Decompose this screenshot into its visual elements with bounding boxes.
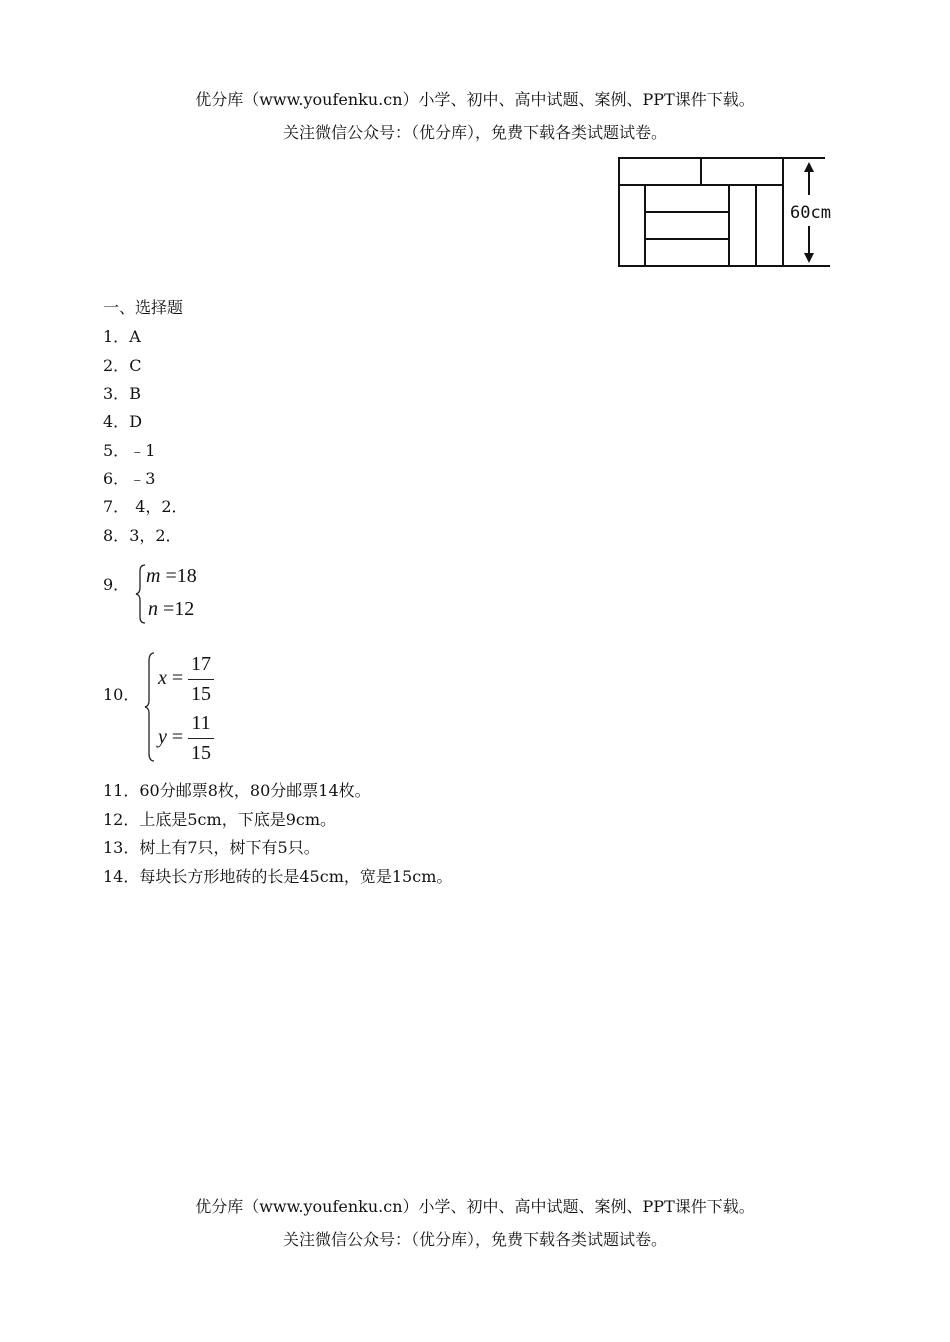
answer-11 <box>103 781 371 801</box>
header-line-2: 关注微信公众号：（优分库），免费下载各类试题试卷。 <box>282 123 667 142</box>
answer-number: 6． <box>103 469 130 488</box>
answer-12 <box>103 810 336 830</box>
denominator-y: 15 <box>191 742 211 764</box>
answer-text: B <box>129 384 141 403</box>
answer-8 <box>103 526 182 546</box>
variable-m: m <box>146 565 161 587</box>
answer-14 <box>103 867 452 887</box>
answer-1 <box>103 327 141 347</box>
fraction-bar-y <box>188 738 214 739</box>
answer-6 <box>103 469 155 489</box>
answer-number: 13． <box>103 838 140 857</box>
answer-number: 4． <box>103 412 130 431</box>
answer-text: A <box>129 327 141 346</box>
answer-text: 树上有7只，树下有5只。 <box>139 838 320 857</box>
answer-3 <box>103 384 141 404</box>
brace-q10 <box>144 651 158 763</box>
answer-text: 每块长方形地砖的长是45cm，宽是15cm。 <box>139 867 453 886</box>
footer-line-2: 关注微信公众号：（优分库），免费下载各类试题试卷。 <box>282 1230 667 1249</box>
equation-m <box>146 564 197 588</box>
answer-9-number: 9． <box>103 575 130 594</box>
arrow-up-icon <box>804 162 814 172</box>
header-line-1: 优分库（www.youfenku.cn）小学、初中、高中试题、案例、PPT课件下载。 <box>195 90 755 109</box>
answer-number: 7． <box>103 497 130 516</box>
answer-number: 1． <box>103 327 130 346</box>
equals-y: = <box>171 726 184 748</box>
arrow-down-icon <box>804 253 814 263</box>
section-title: 一、选择题 <box>103 298 184 317</box>
answer-text: 60分邮票8枚，80分邮票14枚。 <box>139 781 371 800</box>
answer-text: 3，2． <box>129 526 182 545</box>
equation-x <box>158 666 183 690</box>
answer-7 <box>103 497 188 517</box>
answer-number: 3． <box>103 384 130 403</box>
variable-n: n <box>148 598 158 620</box>
variable-x: x <box>158 667 167 689</box>
numerator-x: 17 <box>191 653 211 675</box>
dimension-label: 60cm <box>790 203 831 223</box>
answer-text: D <box>129 412 143 431</box>
answer-number: 2． <box>103 356 130 375</box>
equation-n <box>148 597 194 621</box>
answer-number: 5． <box>103 441 130 460</box>
answer-number: 8． <box>103 526 130 545</box>
answer-text: C <box>129 356 142 375</box>
answer-4 <box>103 412 142 432</box>
numerator-y: 11 <box>191 712 211 734</box>
answer-text: 4，2． <box>135 497 188 516</box>
answer-text: ﹣1 <box>129 441 156 460</box>
equation-y <box>158 725 183 749</box>
answer-5 <box>103 441 155 461</box>
answer-number: 12． <box>103 810 140 829</box>
answer-text: 上底是5cm，下底是9cm。 <box>139 810 337 829</box>
denominator-x: 15 <box>191 683 211 705</box>
answer-text: ﹣3 <box>129 469 156 488</box>
footer-line-1: 优分库（www.youfenku.cn）小学、初中、高中试题、案例、PPT课件下载。 <box>195 1197 755 1216</box>
tile-diagram <box>612 150 852 275</box>
equals-x: = <box>171 667 184 689</box>
answer-number: 14． <box>103 867 140 886</box>
answer-number: 11． <box>103 781 140 800</box>
value-n: =12 <box>163 598 195 620</box>
answer-10-number: 10． <box>103 685 140 704</box>
answer-2 <box>103 356 141 376</box>
value-m: =18 <box>165 565 197 587</box>
fraction-bar-x <box>188 679 214 680</box>
variable-y: y <box>158 726 167 748</box>
answer-13 <box>103 838 320 858</box>
